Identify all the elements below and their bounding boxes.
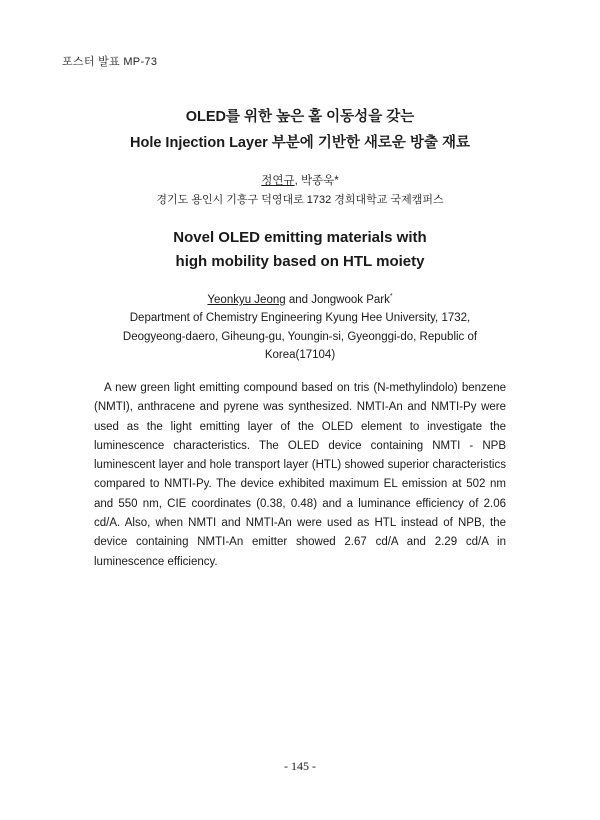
korean-affiliation: 경기도 용인시 기흥구 덕영대로 1732 경희대학교 국제캠퍼스 <box>156 194 444 206</box>
english-authors <box>0 292 600 309</box>
korean-presenter-name: 정연규 <box>261 175 295 187</box>
english-title <box>0 226 600 274</box>
session-label: 포스터 발표 MP-73 <box>62 56 158 68</box>
english-title-line-1: Novel OLED emitting materials with <box>173 229 427 246</box>
english-affiliation <box>0 309 600 365</box>
korean-other-authors: , 박종욱* <box>294 175 339 187</box>
english-affiliation-line-2: Deogyeong-daero, Giheung-gu, Youngin-si, Gyeonggi-do, Republic of <box>122 330 478 343</box>
abstract-text: A new green light emitting compound based on tris (N-methylindolo) benzene (NMTI), anthracene and pyrene was synthesized. NMTI-An and NMTI-Py were used as the light emitting layer of the OLED element to investigate the luminescence characteristics. The OLED device containing NMTI - NPB luminescent layer and hole transport layer (HTL) showed superior characteristics compared to NMTI-Py. The device exhibited maximum EL emission at 502 nm and 550 nm, CIE coordinates (0.38, 0.48) and a luminance efficiency of 2.06 cd/A. Also, when NMTI and NMTI-An were used as HTL instead of NPB, the device containing NMTI-An emitter showed 2.67 cd/A and 2.29 cd/A in luminescence efficiency. <box>94 382 506 568</box>
english-title-line-2: high mobility based on HTL moiety <box>175 253 425 270</box>
korean-authors <box>0 173 600 190</box>
english-presenter-name: Yeonkyu Jeong <box>207 294 286 306</box>
korean-title <box>0 104 600 156</box>
korean-title-line-2: Hole Injection Layer 부분에 기반한 새로운 방출 재료 <box>129 135 471 151</box>
corresponding-author-mark: * <box>389 293 393 301</box>
english-affiliation-line-1: Department of Chemistry Engineering Kyung Hee University, 1732, <box>129 312 471 324</box>
english-other-authors: and Jongwook Park <box>285 294 390 306</box>
english-affiliation-line-3: Korea(17104) <box>264 349 336 361</box>
korean-title-line-1: OLED를 위한 높은 홀 이동성을 갖는 <box>185 109 415 125</box>
page-number: - 145 - <box>284 759 316 773</box>
